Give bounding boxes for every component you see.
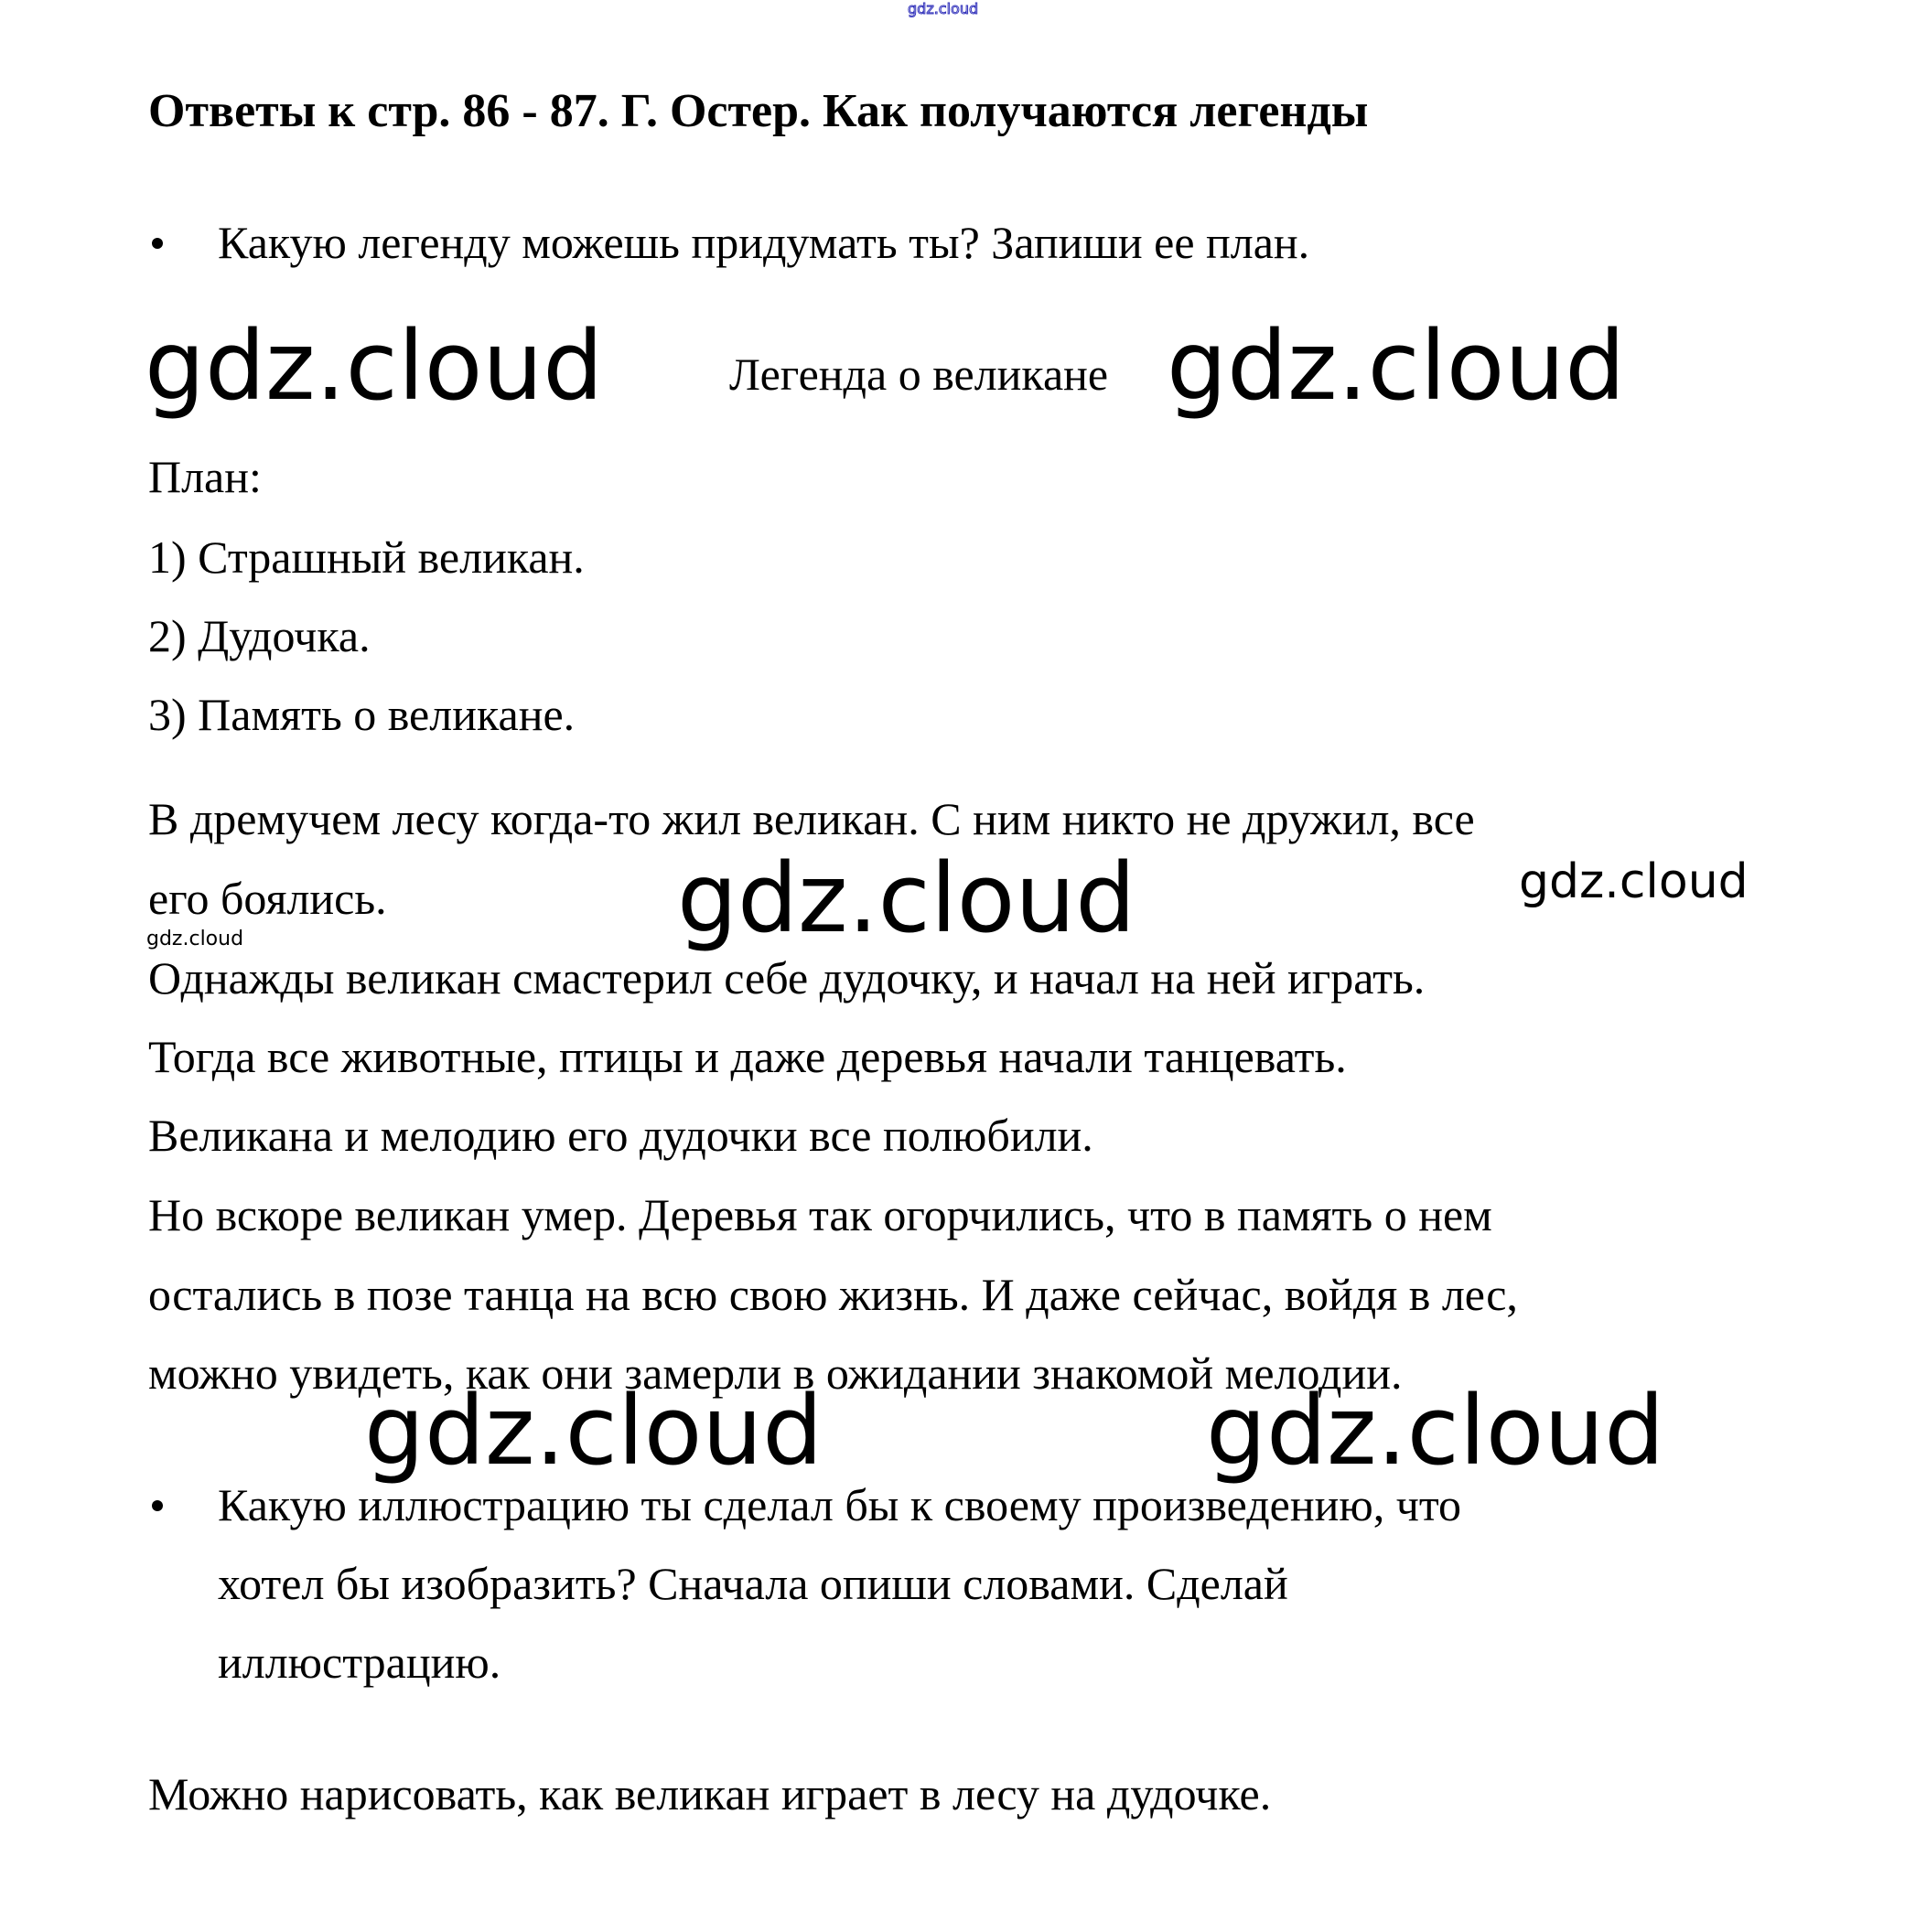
watermark: gdz.cloud <box>1206 1375 1665 1487</box>
plan-label: План: <box>148 451 262 502</box>
story-line: Но вскоре великан умер. Деревья так огорчились, что в память о нем <box>148 1189 1492 1240</box>
bullet-icon <box>152 238 163 249</box>
task-2-question-line: иллюстрацию. <box>218 1637 501 1688</box>
legend-title: Легенда о великане <box>729 349 1109 400</box>
page-title: Ответы к стр. 86 - 87. Г. Остер. Как получаются легенды <box>148 85 1369 137</box>
task-2-answer: Можно нарисовать, как великан играет в лесу на дудочке. <box>148 1768 1272 1819</box>
watermark: gdz.cloud <box>677 843 1136 954</box>
task-2-question-line: хотел бы изобразить? Сначала опиши словами. Сделай <box>218 1558 1288 1609</box>
story-line: его боялись. <box>148 873 387 924</box>
story-line: можно увидеть, как они замерли в ожидании знакомой мелодии. <box>148 1347 1403 1399</box>
plan-item: 2) Дудочка. <box>148 610 371 661</box>
bullet-icon <box>152 1500 163 1511</box>
task-2-question-line: Какую иллюстрацию ты сделал бы к своему произведению, что <box>218 1479 1462 1530</box>
plan-item: 3) Память о великане. <box>148 689 576 740</box>
watermark: gdz.cloud <box>145 310 604 422</box>
story-line: Однажды великан смастерил себе дудочку, и начал на ней играть. <box>148 952 1426 1004</box>
plan-item: 1) Страшный великан. <box>148 531 585 583</box>
story-line: Тогда все животные, птицы и даже деревья начали танцевать. <box>148 1031 1347 1082</box>
watermark: gdz.cloud <box>1167 310 1626 422</box>
story-line: В дремучем лесу когда-то жил великан. С ним никто не дружил, все <box>148 793 1475 844</box>
top-watermark: gdz.cloud <box>908 0 979 17</box>
story-line: остались в позе танца на всю свою жизнь. И даже сейчас, войдя в лес, <box>148 1269 1518 1320</box>
watermark: gdz.cloud <box>146 928 244 950</box>
watermark: gdz.cloud <box>1519 854 1749 909</box>
task-1-question: Какую легенду можешь придумать ты? Запиши ее план. <box>218 217 1310 268</box>
watermark: gdz.cloud <box>364 1375 823 1487</box>
story-line: Великана и мелодию его дудочки все полюбили. <box>148 1110 1093 1161</box>
